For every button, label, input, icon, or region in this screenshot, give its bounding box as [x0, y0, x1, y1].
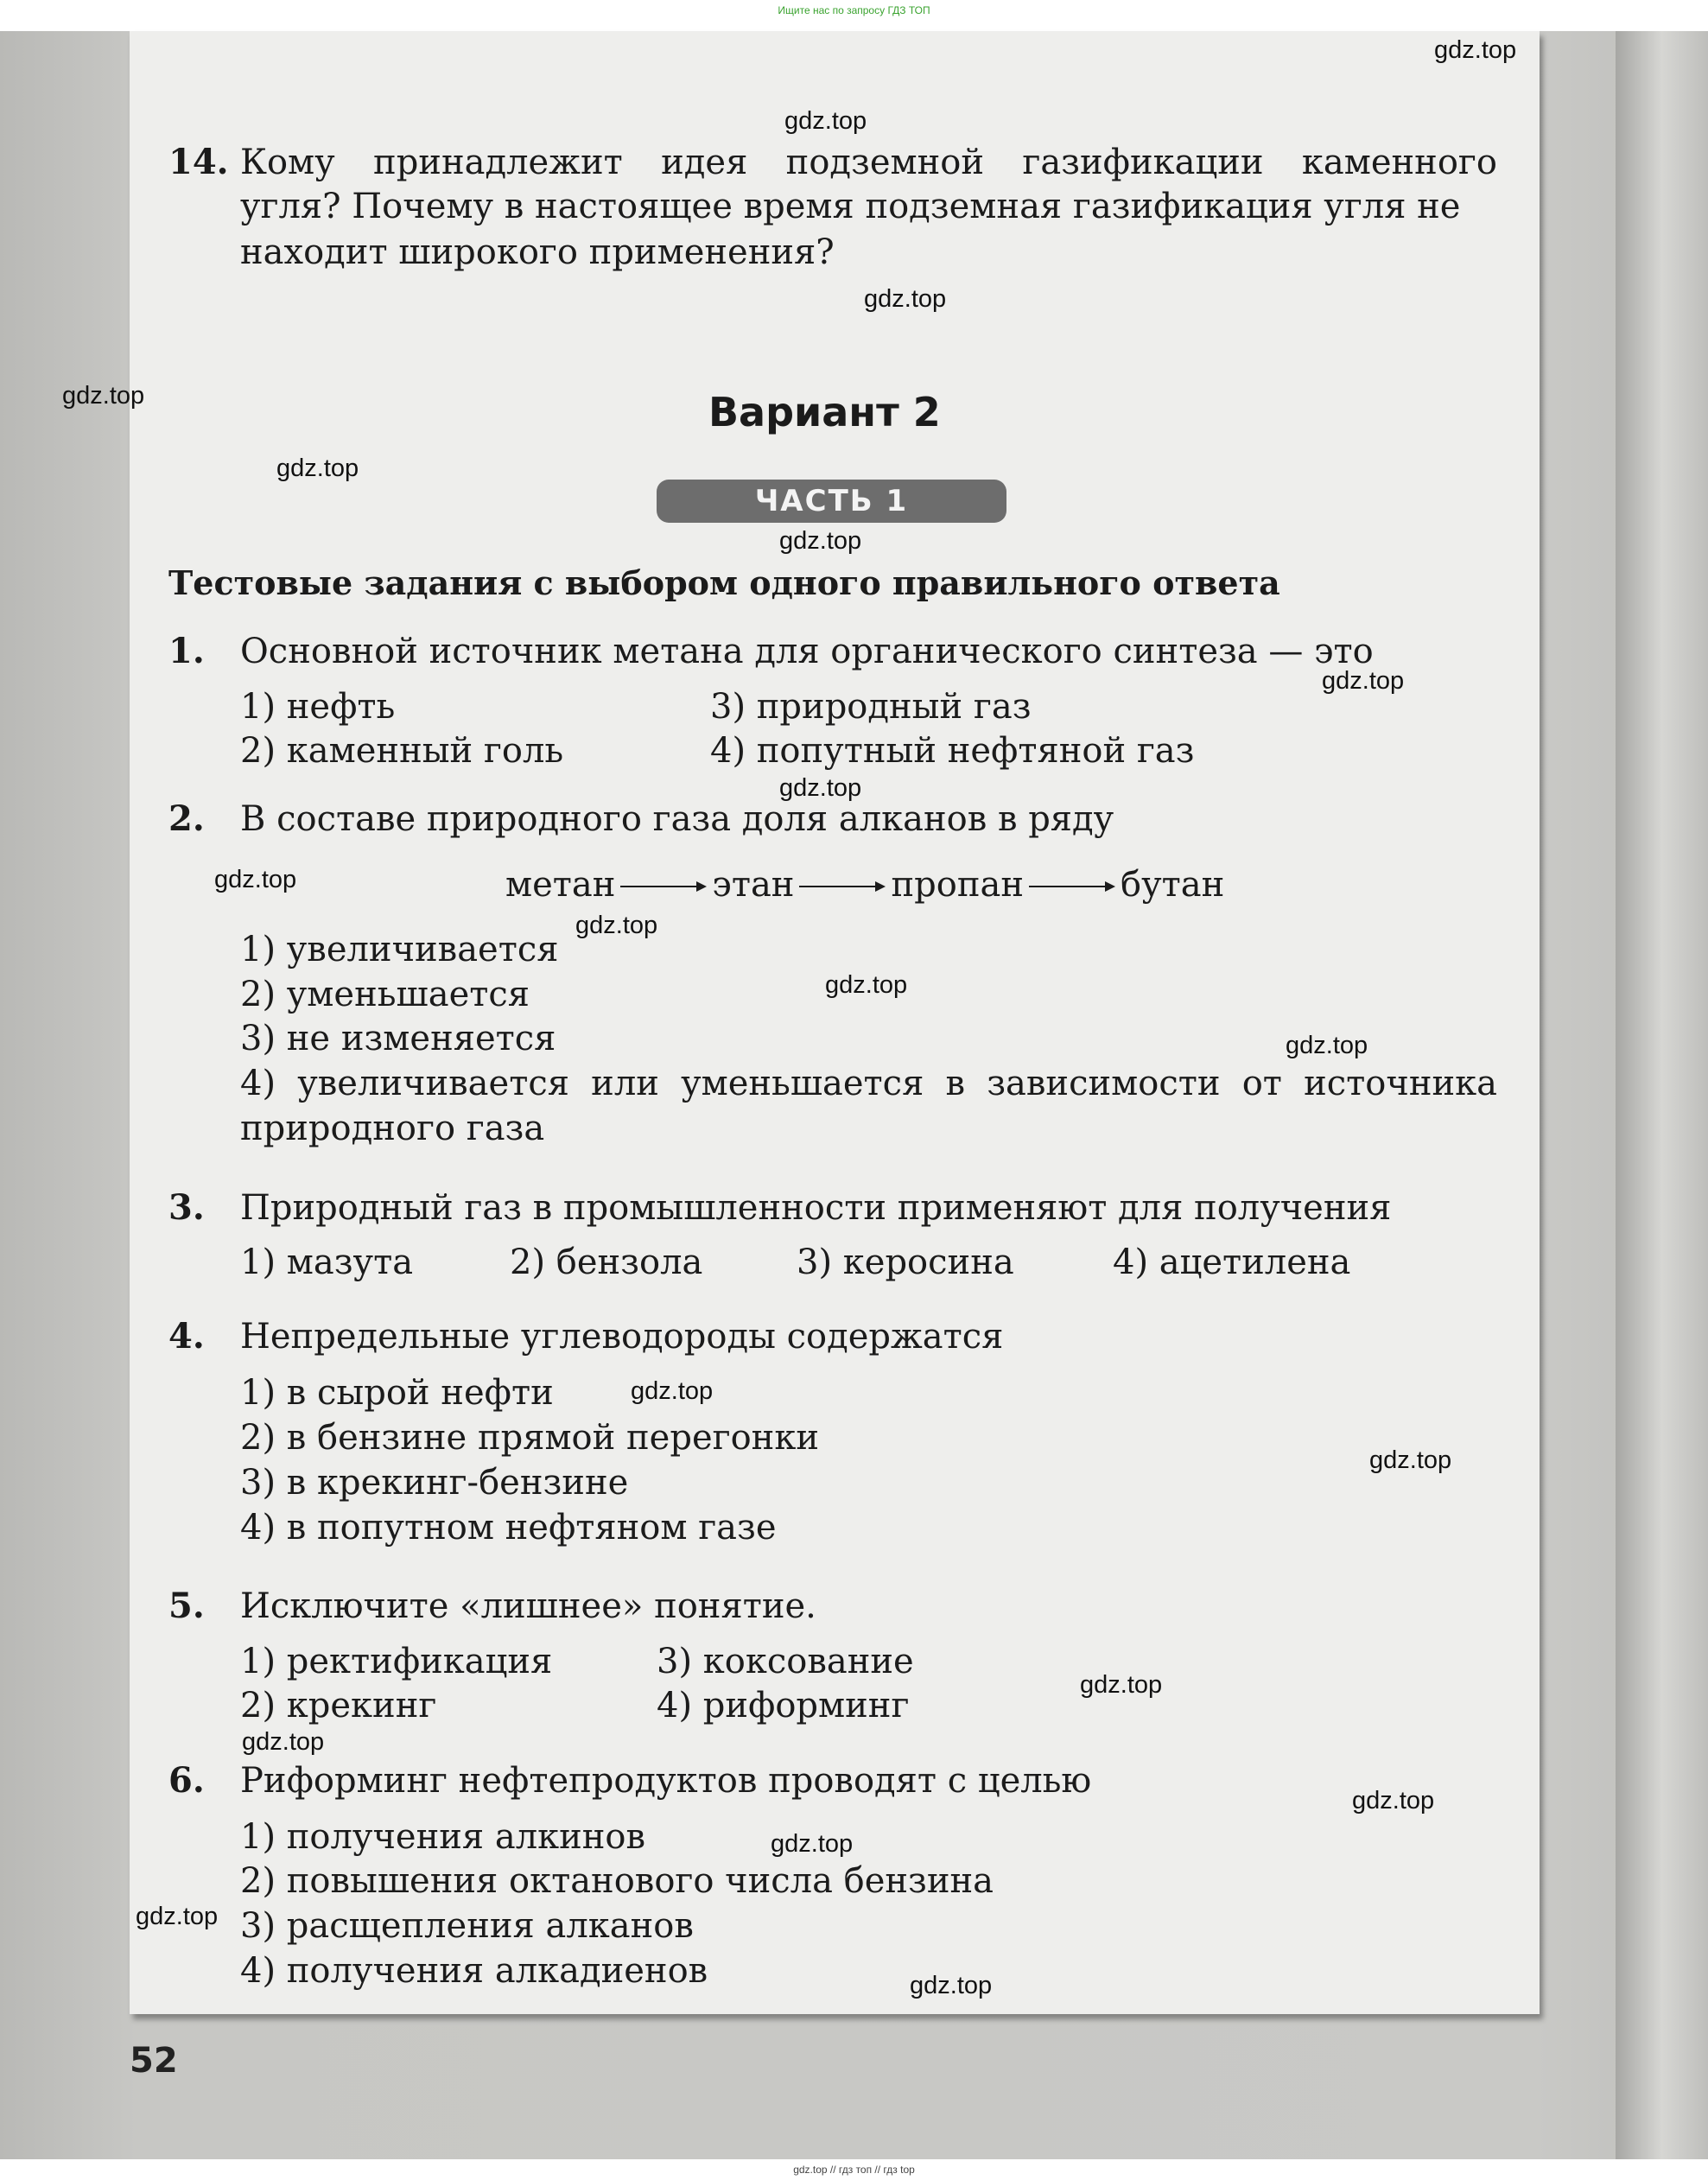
- q2-option: 3) не изменяется: [240, 1019, 556, 1058]
- q2-option4-word: или: [591, 1064, 659, 1103]
- top-watermark-bar: [0, 0, 1708, 31]
- q2-text: В составе природного газа доля алканов в ряду: [240, 799, 1114, 839]
- q14-line2: угля? Почему в настоящее время подземная газификация угля не: [240, 187, 1461, 226]
- q2-option4-word: 4): [240, 1064, 276, 1103]
- bottom-watermark-text: gdz.top // гдз топ // гдз top: [793, 2164, 915, 2176]
- q14-number: 14.: [168, 142, 229, 182]
- watermark: gdz.top: [784, 107, 867, 135]
- watermark: gdz.top: [276, 454, 359, 482]
- q14-line1: [240, 140, 1497, 185]
- q6-option: 4) получения алкадиенов: [240, 1951, 708, 1991]
- q2-option4-word: от: [1241, 1064, 1282, 1103]
- q3-option: 2) бензола: [510, 1243, 703, 1282]
- watermark: gdz.top: [825, 971, 908, 999]
- q4-option: 1) в сырой нефти: [240, 1373, 554, 1413]
- watermark: gdz.top: [214, 866, 297, 893]
- q3-number: 3.: [168, 1187, 205, 1228]
- watermark: gdz.top: [1322, 667, 1405, 695]
- arrow-right-icon: [1029, 880, 1115, 893]
- q3-option: 4) ацетилена: [1113, 1243, 1351, 1282]
- q2-option4-word: зависимости: [987, 1064, 1221, 1103]
- q2-option4-word: увеличивается: [297, 1064, 569, 1103]
- series-item: пропан: [891, 865, 1024, 905]
- q2-option4-word: уменьшается: [681, 1064, 924, 1103]
- q1-number: 1.: [168, 631, 205, 671]
- watermark: gdz.top: [864, 285, 947, 313]
- watermark: gdz.top: [779, 774, 862, 802]
- q6-option: 2) повышения октанового числа бензина: [240, 1861, 994, 1901]
- section-title: Тестовые задания с выбором одного правильного ответа: [168, 563, 1280, 602]
- q4-option: 2) в бензине прямой перегонки: [240, 1418, 819, 1458]
- q14-line3: находит широкого применения?: [240, 232, 835, 272]
- watermark: gdz.top: [779, 527, 862, 555]
- q14-word: каменного: [1301, 143, 1497, 182]
- watermark: gdz.top: [1080, 1671, 1163, 1699]
- q14-word: подземной: [785, 143, 985, 182]
- q2-option4-line2: природного газа: [240, 1109, 545, 1148]
- arrow-right-icon: [620, 880, 707, 893]
- q4-option: 3) в крекинг-бензине: [240, 1463, 629, 1503]
- part-title: ЧАСТЬ 1: [657, 480, 1006, 523]
- bottom-watermark-bar: [0, 2159, 1708, 2180]
- arrow-right-icon: [799, 880, 886, 893]
- q6-text: Риформинг нефтепродуктов проводят с целью: [240, 1761, 1092, 1801]
- q6-number: 6.: [168, 1760, 205, 1801]
- q14-word: идея: [661, 143, 748, 182]
- q4-option: 4) в попутном нефтяном газе: [240, 1508, 777, 1548]
- q5-option: 4) риформинг: [657, 1686, 910, 1726]
- q4-text: Непредельные углеводороды содержатся: [240, 1317, 1004, 1357]
- q5-option: 3) коксование: [657, 1642, 914, 1681]
- q5-number: 5.: [168, 1586, 205, 1626]
- q2-option: 1) увеличивается: [240, 930, 559, 969]
- q2-option4-line1: [240, 1061, 1497, 1106]
- series-item: этан: [712, 865, 795, 905]
- watermark: gdz.top: [575, 912, 658, 939]
- top-watermark-text: Ищите нас по запросу ГДЗ ТОП: [778, 4, 930, 16]
- q3-option: 3) керосина: [797, 1243, 1014, 1282]
- q5-option: 1) ректификация: [240, 1642, 553, 1681]
- series-item: метан: [505, 865, 616, 905]
- q2-number: 2.: [168, 798, 205, 839]
- q5-option: 2) крекинг: [240, 1686, 437, 1726]
- watermark: gdz.top: [1369, 1446, 1452, 1474]
- q4-number: 4.: [168, 1316, 205, 1357]
- watermark: gdz.top: [62, 382, 145, 410]
- q14-word: Кому: [240, 143, 335, 182]
- watermark: gdz.top: [1434, 36, 1517, 64]
- q3-option: 1) мазута: [240, 1243, 414, 1282]
- watermark: gdz.top: [1286, 1032, 1368, 1059]
- watermark: gdz.top: [1352, 1787, 1435, 1815]
- q14-word: принадлежит: [373, 143, 623, 182]
- q1-option: 4) попутный нефтяной газ: [710, 731, 1195, 771]
- book-edge: [1616, 31, 1708, 2159]
- watermark: gdz.top: [910, 1972, 993, 1999]
- page-number: 52: [130, 2041, 178, 2081]
- q1-option: 1) нефть: [240, 687, 396, 727]
- q6-option: 3) расщепления алканов: [240, 1906, 694, 1946]
- watermark: gdz.top: [771, 1830, 854, 1858]
- q1-option: 3) природный газ: [710, 687, 1032, 727]
- q14-word: газификации: [1022, 143, 1264, 182]
- q1-text: Основной источник метана для органического синтеза — это: [240, 632, 1374, 671]
- q1-option: 2) каменный голь: [240, 731, 564, 771]
- watermark: gdz.top: [242, 1728, 325, 1756]
- watermark: gdz.top: [631, 1377, 714, 1405]
- q5-text: Исключите «лишнее» понятие.: [240, 1586, 816, 1626]
- q3-text: Природный газ в промышленности применяют для получения: [240, 1188, 1392, 1228]
- q2-series-row: [505, 862, 1224, 907]
- q2-option4-word: в: [945, 1064, 966, 1103]
- q2-option: 2) уменьшается: [240, 975, 530, 1014]
- watermark: gdz.top: [136, 1903, 219, 1930]
- series-item: бутан: [1120, 865, 1225, 905]
- variant-title: Вариант 2: [708, 389, 941, 435]
- q2-option4-word: источника: [1304, 1064, 1497, 1103]
- q6-option: 1) получения алкинов: [240, 1817, 646, 1857]
